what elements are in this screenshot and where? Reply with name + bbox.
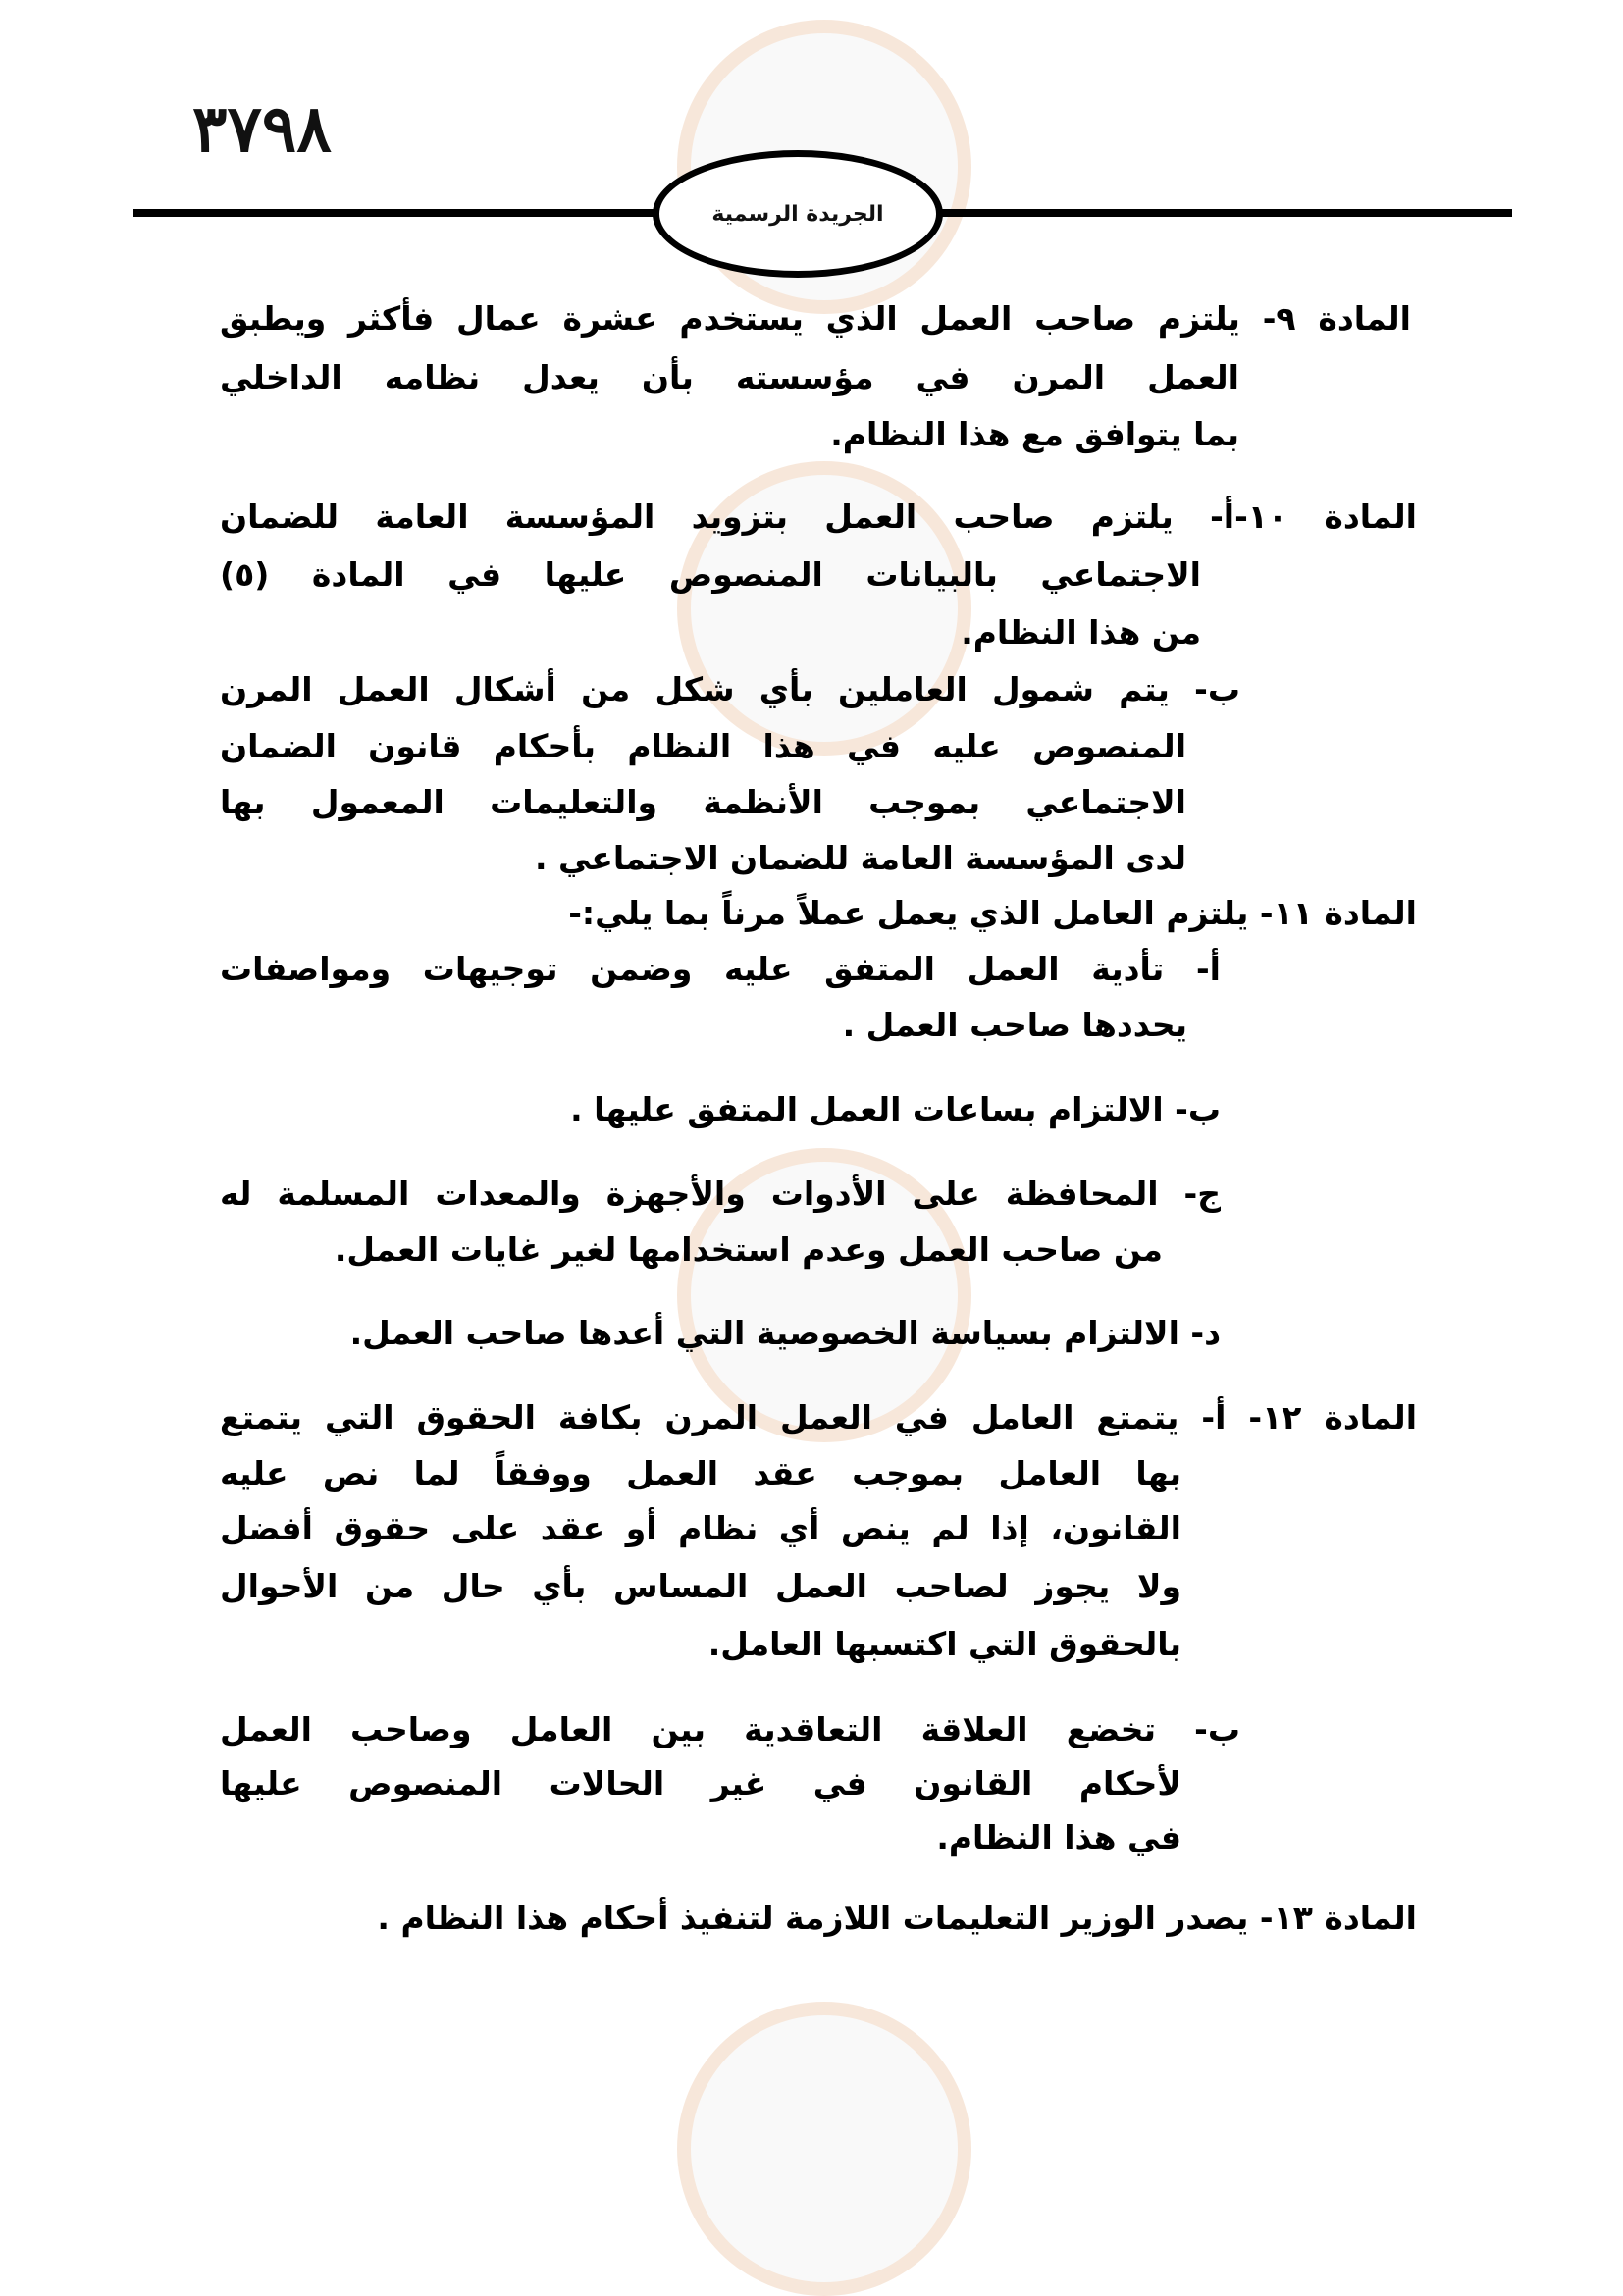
article-11-line: أ- تأدية العمل المتفق عليه وضمن توجيهات ومواصفات (220, 950, 1221, 988)
article-11-line: المادة ١١- يلتزم العامل الذي يعمل عملاً مرناً بما يلي:- (568, 894, 1417, 932)
header-oval (653, 150, 943, 278)
article-10-line: لدى المؤسسة العامة للضمان الاجتماعي . (534, 839, 1186, 877)
article-10-line: من هذا النظام. (961, 613, 1201, 652)
article-11-line: يحددها صاحب العمل . (842, 1006, 1187, 1044)
article-10-line: الاجتماعي بموجب الأنظمة والتعليمات المعمول بها (220, 783, 1186, 821)
article-12-line: القانون، إذا لم ينص أي نظام أو عقد على حقوق أفضل (220, 1509, 1181, 1547)
article-12-line: في هذا النظام. (936, 1818, 1181, 1856)
article-10-line: ب- يتم شمول العاملين بأي شكل من أشكال العمل المرن (220, 670, 1240, 708)
article-10-line: الاجتماعي بالبيانات المنصوص عليها في المادة (٥) (220, 555, 1201, 594)
article-9-line: المادة ٩- يلتزم صاحب العمل الذي يستخدم عشرة عمال فأكثر ويطبق (220, 299, 1411, 338)
article-12-line: ب- تخضع العلاقة التعاقدية بين العامل وصاحب العمل (220, 1710, 1240, 1748)
article-11-line: د- الالتزام بسياسة الخصوصية التي أعدها صاحب العمل. (349, 1314, 1221, 1352)
article-12-line: بالحقوق التي اكتسبها العامل. (707, 1625, 1181, 1663)
article-13-line: المادة ١٣- يصدر الوزير التعليمات اللازمة لتنفيذ أحكام هذا النظام . (377, 1899, 1417, 1937)
gazette-title: الجريدة الرسمية (711, 201, 884, 227)
article-12-line: المادة ١٢- أ- يتمتع العامل في العمل المرن بكافة الحقوق التي يتمتع (220, 1398, 1418, 1436)
article-10-line: المادة ١٠-أ- يلتزم صاحب العمل بتزويد المؤسسة العامة للضمان (220, 497, 1417, 536)
article-9-line: العمل المرن في مؤسسته بأن يعدل نظامه الداخلي (220, 358, 1239, 396)
article-11-line: من صاحب العمل وعدم استخدامها لغير غايات العمل. (334, 1230, 1163, 1269)
article-12-line: لأحكام القانون في غير الحالات المنصوص عليها (220, 1764, 1181, 1802)
article-9-line: بما يتوافق مع هذا النظام. (830, 415, 1239, 453)
article-12-line: بها العامل بموجب عقد العمل ووفقاً لما نص عليه (220, 1454, 1181, 1492)
article-12-line: ولا يجوز لصاحب العمل المساس بأي حال من الأحوال (220, 1567, 1181, 1605)
article-11-line: ب- الالتزام بساعات العمل المتفق عليها . (570, 1090, 1221, 1128)
page-number: ٣٧٩٨ (192, 90, 332, 167)
article-11-line: ج- المحافظة على الأدوات والأجهزة والمعدات المسلمة له (220, 1174, 1221, 1213)
article-10-line: المنصوص عليه في هذا النظام بأحكام قانون الضمان (220, 727, 1186, 765)
watermark-clock-logo (677, 2002, 971, 2296)
